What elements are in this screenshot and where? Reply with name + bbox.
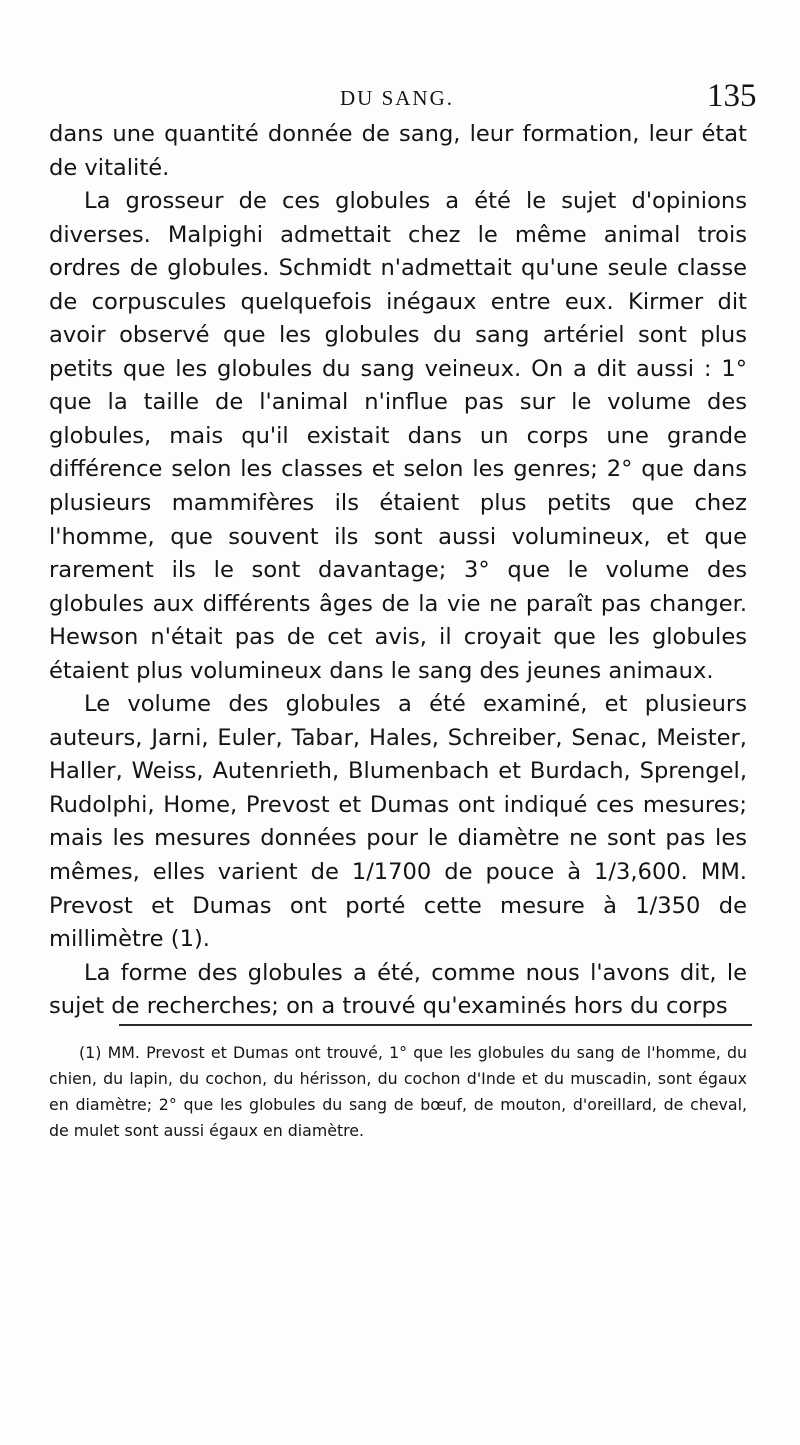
paragraph-globule-volume: Le volume des globules a été examiné, et plusieurs auteurs, Jarni, Euler, Tabar, Hales, Schreiber, Senac, Meister, Haller, Weiss, Autenrieth, Blumenbach et Burdach, Sprengel, Rudolphi, Home, Prevost et Dumas ont indiqué ces mesures; mais les mesures données pour le diamètre ne sont pas les mêmes, elles varient de 1/1700 de pouce à 1/3,600. MM. Prevost et Dumas ont porté cette mesure à 1/350 de millimètre (1). [49, 691, 747, 953]
running-head [0, 80, 800, 120]
footnote-rule [119, 1024, 752, 1026]
paragraph-globule-form: La forme des globules a été, comme nous l'avons dit, le sujet de recherches; on a trouvé qu'examinés hors du corps [49, 959, 747, 1020]
paragraph-continuation: dans une quantité donnée de sang, leur formation, leur état de vitalité. [49, 121, 747, 181]
main-text [49, 118, 747, 1024]
paragraph-globule-size: La grosseur de ces globules a été le sujet d'opinions diverses. Malpighi admettait chez le même animal trois ordres de globules. Schmidt n'admettait qu'une seule classe de corpuscules quelquefois inégaux entre eux. Kirmer dit avoir observé que les globules du sang artériel sont plus petits que les globules du sang veineux. On a dit aussi : 1° que la taille de l'animal n'influe pas sur le volume des globules, mais qu'il existait dans un corps une grande différence selon les classes et selon les genres; 2° que dans plusieurs mammifères ils étaient plus petits que chez l'homme, que souvent ils sont aussi volumineux, et que rarement ils le sont davantage; 3° que le volume des globules aux différents âges de la vie ne paraît pas changer. Hewson n'était pas de cet avis, il croyait que les globules étaient plus volumineux dans le sang des jeunes animaux. [49, 188, 747, 684]
running-title: DU SANG. [340, 86, 455, 110]
footnote: (1) MM. Prevost et Dumas ont trouvé, 1° que les globules du sang de l'homme, du chien, du lapin, du cochon, du hérisson, du cochon d'Inde et du muscadin, sont égaux en diamètre; 2° que les globules du sang de bœuf, de mouton, d'oreillard, de cheval, de mulet sont aussi égaux en diamètre. [49, 1043, 747, 1140]
page-number: 135 [707, 78, 757, 114]
